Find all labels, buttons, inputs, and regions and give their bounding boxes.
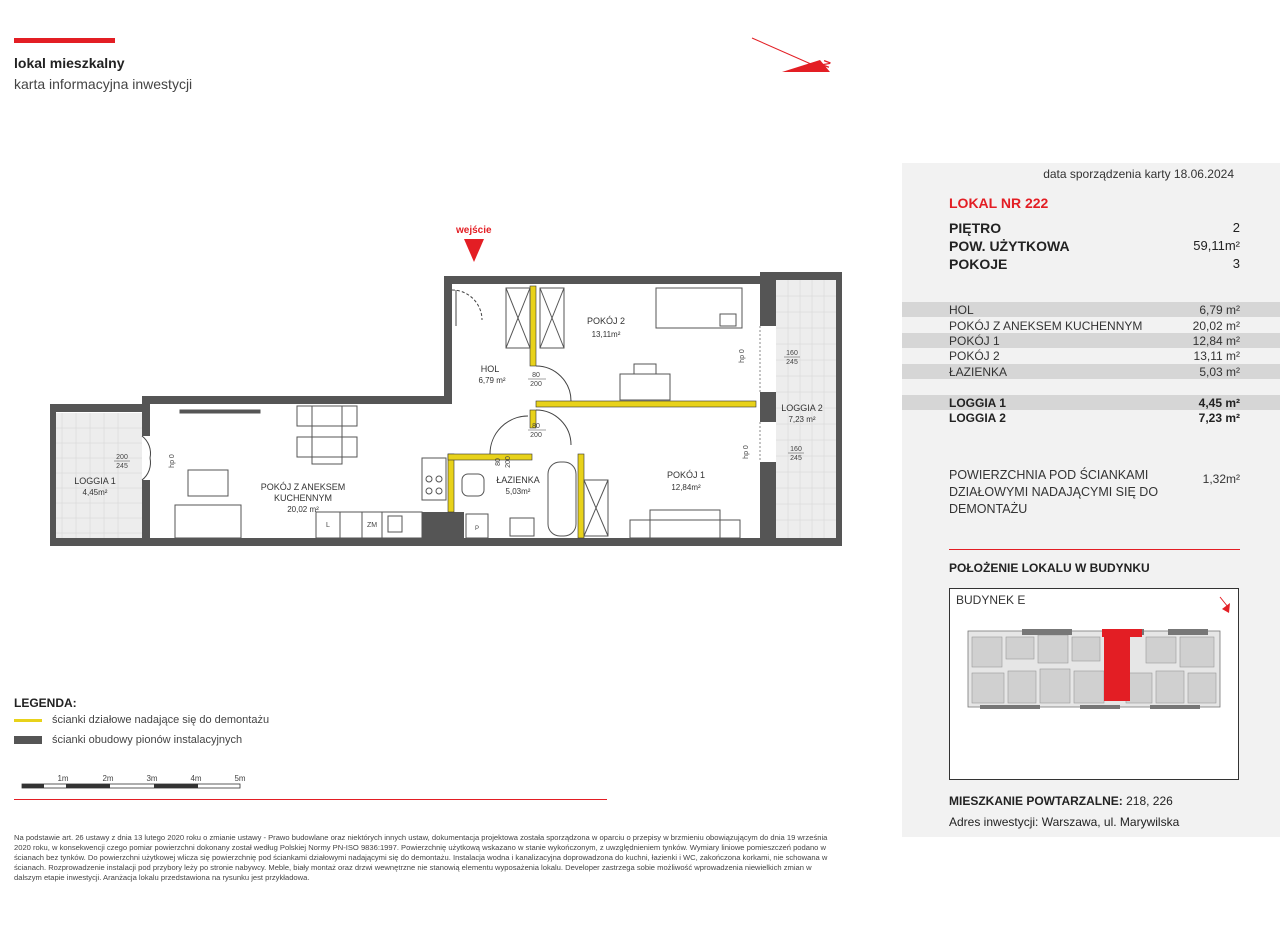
- legend-gray-swatch: [14, 736, 42, 744]
- loggia-name: LOGGIA 2: [949, 410, 1006, 425]
- legend-item-yellow: [14, 714, 269, 726]
- area-label: POW. UŻYTKOWA: [949, 238, 1070, 254]
- demolishable-area-label: POWIERZCHNIA POD ŚCIANKAMI DZIAŁOWYMI NADAJĄCYMI SIĘ DO DEMONTAŻU: [949, 468, 1159, 516]
- door-1-width: 80: [532, 372, 540, 379]
- legend-yellow-text: ścianki działowe nadające się do demontażu: [52, 714, 270, 726]
- loggia-area: 4,45 m²: [1198, 395, 1240, 410]
- door-3-width: 80: [495, 458, 502, 466]
- loggia-1-area-text: 4,45m²: [82, 488, 108, 497]
- loggia-2-area-text: 7,23 m²: [788, 415, 816, 424]
- rooms-count-label: POKOJE: [949, 256, 1008, 272]
- scale-bar: [22, 774, 246, 788]
- document-title: lokal mieszkalny: [14, 55, 125, 71]
- room-area: 12,84 m²: [1192, 333, 1240, 348]
- door-2-height: 200: [530, 432, 542, 439]
- entrance-arrow-icon: [464, 239, 484, 262]
- floor-value: 2: [1232, 220, 1240, 235]
- scale-tick-3: 3m: [146, 774, 158, 783]
- room-row: [902, 348, 1280, 363]
- scale-tick-4: 4m: [190, 774, 202, 783]
- loggia-1-label: LOGGIA 1: [74, 476, 116, 486]
- room-row: [902, 333, 1280, 348]
- door-2-width: 80: [532, 423, 540, 430]
- building-label: BUDYNEK E: [956, 593, 1026, 607]
- hp-2-label: hp 0: [743, 445, 750, 459]
- room-aneks-label-2: KUCHENNYM: [273, 493, 333, 503]
- furniture: [175, 288, 742, 538]
- demolishable-area-value: 1,32m²: [1202, 472, 1240, 486]
- room-lazienka-area: 5,03m²: [505, 487, 531, 496]
- room-aneks-area: 20,02 m²: [287, 505, 319, 514]
- building-plan-thumbnail: [950, 589, 1238, 779]
- window-3-height: 245: [116, 463, 128, 470]
- hp-3-label: hp 0: [169, 454, 176, 468]
- floor-row: [949, 220, 1240, 236]
- window-2-width: 160: [790, 446, 802, 453]
- room-area: 5,03 m²: [1199, 364, 1240, 379]
- repeat-units-value: 218, 226: [1126, 794, 1173, 808]
- legend-yellow-swatch: [14, 719, 42, 722]
- room-area: 6,79 m²: [1199, 302, 1240, 317]
- room-pokoj1-area: 12,84m²: [671, 483, 701, 492]
- scale-tick-1: 1m: [57, 774, 69, 783]
- room-row: [902, 318, 1280, 333]
- room-row: [902, 302, 1280, 317]
- room-name: POKÓJ 1: [949, 333, 1000, 348]
- window-1-width: 160: [786, 350, 798, 357]
- door-1-height: 200: [530, 381, 542, 388]
- panel-divider: [949, 549, 1240, 550]
- floor-label: PIĘTRO: [949, 220, 1002, 236]
- room-area: 13,11 m²: [1193, 348, 1240, 363]
- investment-address: Adres inwestycji: Warszawa, ul. Marywilska: [949, 815, 1180, 829]
- door-3-height: 200: [505, 456, 512, 468]
- north-label: N: [820, 58, 834, 70]
- footer-divider: [14, 799, 607, 800]
- area-value: 59,11m²: [1193, 238, 1240, 253]
- room-area: 20,02 m²: [1192, 318, 1240, 333]
- hp-1-label: hp 0: [739, 349, 746, 363]
- document-subtitle: karta informacyjna inwestycji: [14, 76, 193, 92]
- fixture-zm-label: ZM: [366, 522, 378, 529]
- position-title: POŁOŻENIE LOKALU W BUDYNKU: [949, 561, 1150, 575]
- repeat-units: [949, 794, 1173, 808]
- scale-tick-5: 5m: [234, 774, 246, 783]
- legend-item-gray: [14, 734, 242, 746]
- room-pokoj1-label: POKÓJ 1: [666, 470, 706, 480]
- room-name: HOL: [949, 302, 974, 317]
- loggia-2-label: LOGGIA 2: [781, 403, 823, 413]
- fixture-l-label: L: [326, 522, 330, 529]
- room-hol-area: 6,79 m²: [478, 376, 506, 385]
- room-name: POKÓJ Z ANEKSEM KUCHENNYM: [949, 318, 1143, 333]
- loggia-area: 7,23 m²: [1198, 410, 1240, 425]
- area-row: [949, 238, 1240, 254]
- repeat-units-label: MIESZKANIE POWTARZALNE:: [949, 794, 1123, 808]
- window-2-height: 245: [790, 455, 802, 462]
- room-hol-label: HOL: [480, 364, 500, 374]
- scale-tick-2: 2m: [102, 774, 114, 783]
- unit-location-highlight: [1104, 637, 1130, 701]
- room-aneks-label-1: POKÓJ Z ANEKSEM: [260, 482, 346, 492]
- loggia-row: [902, 410, 1280, 425]
- legal-footnote: Na podstawie art. 26 ustawy z dnia 13 lutego 2020 roku o zmianie ustawy - Prawo budowlane oraz niektórych innych ustaw, dokumentacja projektowa została sporządzona w oparciu o przepisy w brzmieniu obowiązującym do dnia 19 września 2020 roku, w konsekwencji czego pomiar powierzchni dokonany został według Polskiej Normy PN-ISO 9836:1997. Powierzchnię użytkową wskazano w stanie wykończonym, z uwzględnieniem tynków. Wymiary liniowe pomieszczeń podano w ścianach bez tynków. Do powierzchni użytkowej wlicza się powierzchnię pod ściankami działowymi nadającymi się do demontażu. Instalacja wodna i kanalizacyjna doprowadzona do kuchni, łazienki i WC, zakończona korkami, nie schowana w ścianach. Rozprowadzenie instalacji pod przybory leży po stronie nabywcy. Meble, biały montaż oraz drzwi wewnętrzne nie stanowią elementu wyposażenia lokalu. Developer zastrzega sobie możliwość wprowadzenia niewielkich zmian w dalszym etapie inwestycji. Aranżacja lokalu przedstawiona na rysunku jest przykładowa.: [14, 833, 828, 882]
- room-name: POKÓJ 2: [949, 348, 1000, 363]
- room-pokoj2-area: 13,11m²: [591, 330, 621, 339]
- rooms-count-row: [949, 256, 1240, 272]
- entrance-label: wejście: [456, 225, 492, 236]
- legend-title: LEGENDA:: [14, 696, 77, 710]
- window-1-height: 245: [786, 359, 798, 366]
- loggia-row: [902, 395, 1280, 410]
- fixture-p-label: P: [474, 526, 480, 532]
- room-row: [902, 364, 1280, 379]
- loggia-name: LOGGIA 1: [949, 395, 1006, 410]
- card-date: data sporządzenia karty 18.06.2024: [1043, 167, 1234, 181]
- legend-gray-text: ścianki obudowy pionów instalacyjnych: [52, 734, 243, 746]
- room-name: ŁAZIENKA: [949, 364, 1008, 379]
- window-3-width: 200: [116, 454, 128, 461]
- room-pokoj2-label: POKÓJ 2: [586, 316, 626, 326]
- lokal-number: LOKAL NR 222: [949, 195, 1049, 211]
- rooms-count-value: 3: [1232, 256, 1240, 271]
- room-lazienka-label: ŁAZIENKA: [496, 475, 540, 485]
- exterior-walls: [50, 272, 842, 546]
